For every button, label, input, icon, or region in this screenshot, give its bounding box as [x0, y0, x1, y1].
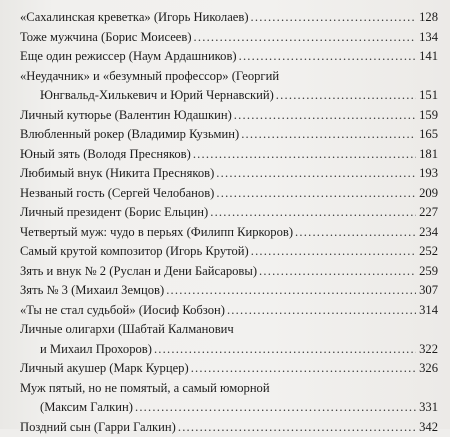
toc-entry-title-continuation: (Максим Галкин)	[40, 398, 133, 418]
dot-leader	[239, 47, 416, 67]
toc-entry-title: Четвертый муж: чудо в перьях (Филипп Киркоров)	[20, 223, 293, 243]
toc-entry	[14, 8, 442, 28]
toc-entry-page: 314	[418, 301, 438, 321]
toc-entry-title: Незваный гость (Сергей Челобанов)	[20, 184, 214, 204]
dot-leader	[178, 418, 416, 437]
toc-entry	[14, 223, 442, 243]
toc-entry-page: 331	[418, 398, 438, 418]
toc-entry-title: Зять № 3 (Михаил Земцов)	[20, 281, 164, 301]
toc-entry-title: Поздний сын (Гарри Галкин)	[20, 418, 176, 437]
toc-entry-page: 234	[418, 223, 438, 243]
dot-leader	[227, 301, 416, 321]
dot-leader	[154, 340, 416, 360]
toc-entry	[14, 106, 442, 126]
toc-entry-page: 227	[418, 203, 438, 223]
dot-leader	[166, 281, 416, 301]
toc-entry-title: «Ты не стал судьбой» (Иосиф Кобзон)	[20, 301, 225, 321]
dot-leader	[216, 184, 416, 204]
toc-entry	[14, 203, 442, 223]
toc-entry-title: Муж пятый, но не помятый, а самый юморной	[20, 381, 270, 395]
dot-leader	[259, 262, 416, 282]
toc-entry-title: «Сахалинская креветка» (Игорь Николаев)	[20, 8, 249, 28]
toc-entry-page: 342	[418, 418, 438, 437]
toc-entry-title: Юный зять (Володя Пресняков)	[20, 145, 191, 165]
toc-entry-page: 159	[418, 106, 438, 126]
toc-entry	[14, 379, 442, 418]
toc-entry	[14, 301, 442, 321]
toc-entry	[14, 359, 442, 379]
toc-entry	[14, 164, 442, 184]
toc-entry-page: 151	[418, 86, 438, 106]
toc-entry-page: 326	[418, 359, 438, 379]
toc-entry-page: 252	[418, 242, 438, 262]
toc-entry-page: 259	[418, 262, 438, 282]
toc-entry-title: Личный акушер (Марк Курцер)	[20, 359, 189, 379]
toc-entry	[14, 418, 442, 437]
toc-entry-title: «Неудачник» и «безумный профессор» (Георгий	[20, 69, 279, 83]
dot-leader	[241, 125, 416, 145]
dot-leader	[295, 223, 416, 243]
toc-entry	[14, 125, 442, 145]
toc-entry	[14, 145, 442, 165]
toc-entry-page: 128	[418, 8, 438, 28]
dot-leader	[216, 164, 416, 184]
toc-entry-title: Влюбленный рокер (Владимир Кузьмин)	[20, 125, 239, 145]
toc-entry	[14, 67, 442, 106]
dot-leader	[135, 398, 416, 418]
dot-leader	[251, 8, 416, 28]
toc-entry	[14, 320, 442, 359]
dot-leader	[210, 203, 416, 223]
toc-entry-page: 193	[418, 164, 438, 184]
toc-entry-title: Зять и внук № 2 (Руслан и Дени Байсаровы)	[20, 262, 257, 282]
toc-entry	[14, 184, 442, 204]
toc-entry-title: Самый крутой композитор (Игорь Крутой)	[20, 242, 249, 262]
toc-entry-title-continuation: и Михаил Прохоров)	[40, 340, 152, 360]
toc-entry-page: 307	[418, 281, 438, 301]
toc-entry-page: 181	[418, 145, 438, 165]
toc-entry-title: Любимый внук (Никита Пресняков)	[20, 164, 214, 184]
toc-entry-page: 209	[418, 184, 438, 204]
dot-leader	[193, 145, 416, 165]
toc-entry-title-continuation: Юнгвальд-Хилькевич и Юрий Чернавский)	[40, 86, 274, 106]
toc-entry-page: 322	[418, 340, 438, 360]
toc-entry	[14, 281, 442, 301]
toc-entry-title: Личные олигархи (Шабтай Калманович	[20, 322, 234, 336]
toc-entry	[14, 28, 442, 48]
toc-entry-page: 141	[418, 47, 438, 67]
toc-entry-page: 134	[418, 28, 438, 48]
toc-entry	[14, 242, 442, 262]
toc-entry	[14, 47, 442, 67]
toc-entry-title: Личный кутюрье (Валентин Юдашкин)	[20, 106, 232, 126]
dot-leader	[234, 106, 416, 126]
toc-entry-title: Личный президент (Борис Ельцин)	[20, 203, 208, 223]
dot-leader	[191, 359, 416, 379]
dot-leader	[276, 86, 416, 106]
toc-entry-title: Тоже мужчина (Борис Моисеев)	[20, 28, 192, 48]
toc-entry-title: Еще один режиссер (Наум Ардашников)	[20, 47, 237, 67]
toc-entry	[14, 262, 442, 282]
dot-leader	[251, 242, 416, 262]
table-of-contents	[14, 8, 442, 437]
dot-leader	[194, 28, 416, 48]
toc-entry-page: 165	[418, 125, 438, 145]
